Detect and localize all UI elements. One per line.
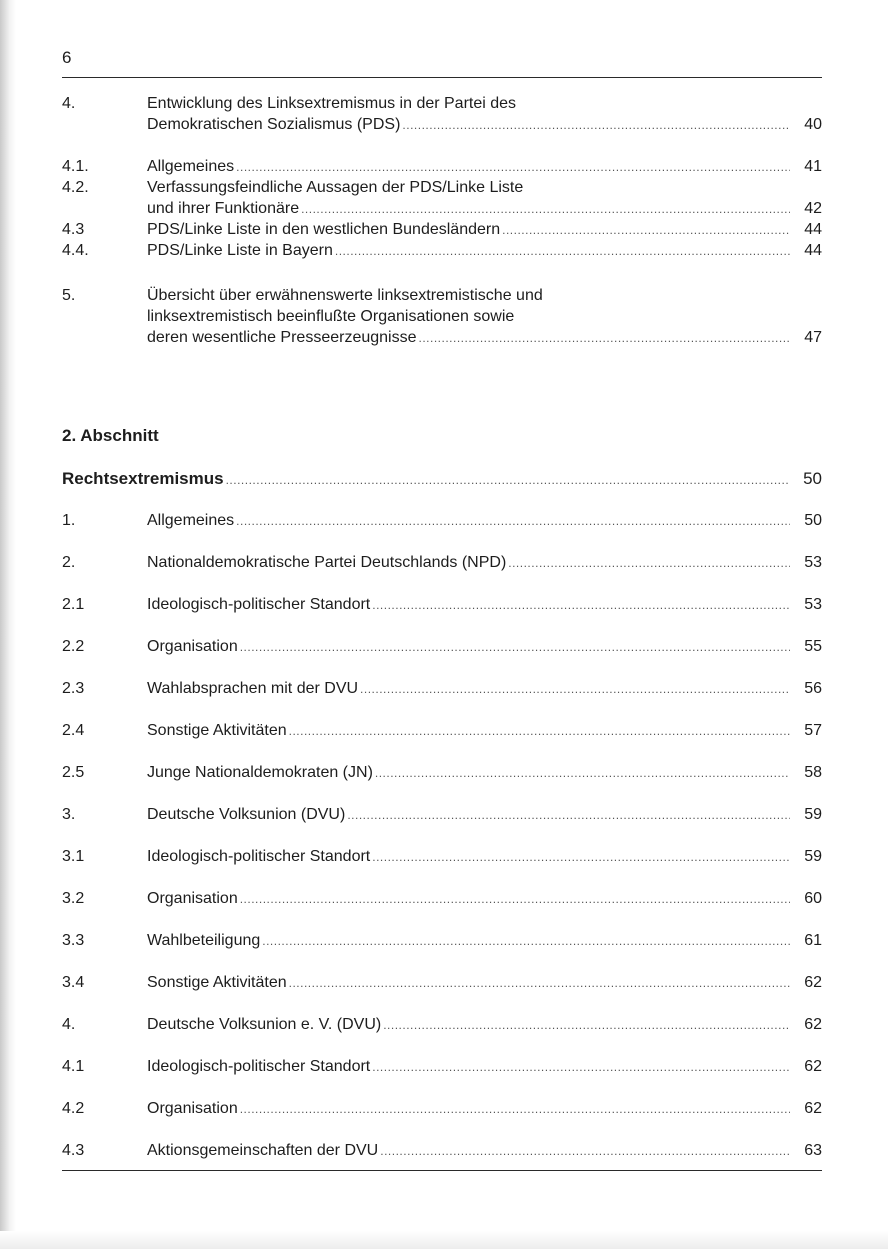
toc-entry-text-line: Demokratischen Sozialismus (PDS) [147,116,401,133]
section-heading: 2. Abschnitt [62,426,159,445]
dot-leader [380,1141,790,1162]
toc-entry-number: 4.4. [62,242,89,259]
toc-entry-number: 2.3 [62,680,85,697]
dot-leader [240,889,790,910]
toc-entry-text-line: Allgemeines [147,158,235,175]
toc-entry-text-line: Junge Nationaldemokraten (JN) [147,764,373,781]
toc-entry-text-line: linksextremistisch beeinflußte Organisationen sowie [147,308,515,325]
dot-leader [372,847,790,868]
toc-entry-page: 61 [804,932,822,949]
dot-leader [240,1099,790,1120]
dot-leader [372,1057,790,1078]
toc-entry-page: 63 [804,1142,822,1159]
toc-entry-page: 56 [804,680,822,697]
toc-entry-page: 44 [804,221,822,238]
toc-entry-text-line: PDS/Linke Liste in Bayern [147,242,333,259]
toc-entry-text-line: deren wesentliche Presseerzeugnisse [147,329,417,346]
toc-entry-number: 4.1 [62,1058,85,1075]
toc-entry-number: 4.3 [62,221,85,238]
toc-entry-number: 2.1 [62,596,85,613]
toc-entry-text-line: Wahlabsprachen mit der DVU [147,680,359,697]
dot-leader [372,595,790,616]
toc-entry-text-line: Allgemeines [147,512,235,529]
toc-entry-page: 53 [804,554,822,571]
toc-entry-page: 59 [804,806,822,823]
toc-entry-text-line: Ideologisch-politischer Standort [147,848,371,865]
toc-entry-text-line: Ideologisch-politischer Standort [147,1058,371,1075]
toc-entry-number: 4.2 [62,1100,85,1117]
toc-entry-number: 4.2. [62,179,89,196]
toc-entry-number: 4. [62,1016,76,1033]
toc-entry-page: 57 [804,722,822,739]
toc-entry-number: 2.4 [62,722,85,739]
dot-leader [508,553,790,574]
toc-entry-number: 3.1 [62,848,85,865]
footer-rule [62,1170,822,1171]
toc-entry-text-line: Verfassungsfeindliche Aussagen der PDS/Linke Liste [147,179,524,196]
toc-entry-text-line: Ideologisch-politischer Standort [147,596,371,613]
toc-entry-number: 5. [62,287,76,304]
toc-section-title-text: Rechtsextremismus [62,469,224,488]
dot-leader [262,931,790,952]
dot-leader [418,328,790,349]
dot-leader [236,157,790,178]
dot-leader [383,1015,790,1036]
toc-entry-text-line: Sonstige Aktivitäten [147,974,287,991]
toc-entry-page: 62 [804,1016,822,1033]
toc-entry-page: 62 [804,974,822,991]
toc-entry-text-line: Organisation [147,638,238,655]
toc-entry-page: 53 [804,596,822,613]
toc-entry-page: 62 [804,1100,822,1117]
dot-leader [236,511,790,532]
toc-entry-text-line: Wahlbeteiligung [147,932,261,949]
toc-entry-text-line: Übersicht über erwähnenswerte linksextremistische und [147,287,543,304]
toc-entry-page: 58 [804,764,822,781]
toc-entry-text-line: Aktionsgemeinschaften der DVU [147,1142,379,1159]
toc-entry-text-line: Deutsche Volksunion e. V. (DVU) [147,1016,382,1033]
toc-entry-page: 55 [804,638,822,655]
toc-entry-number: 2.5 [62,764,85,781]
toc-entry-text-line: Organisation [147,1100,238,1117]
dot-leader [375,763,790,784]
toc-entry-text-line: PDS/Linke Liste in den westlichen Bundesländern [147,221,501,238]
toc-entry-text-line: Organisation [147,890,238,907]
dot-leader [301,199,790,220]
dot-leader [240,637,790,658]
dot-leader [347,805,790,826]
toc-entry-number: 4.1. [62,158,89,175]
toc-entry-text-line: Deutsche Volksunion (DVU) [147,806,346,823]
toc-entry-page: 40 [804,116,822,133]
toc-section-title-page: 50 [803,469,822,488]
dot-leader [335,241,790,262]
scan-left-edge-shadow [0,0,16,1249]
toc-entry-text-line: Sonstige Aktivitäten [147,722,287,739]
toc-entry-number: 3. [62,806,76,823]
toc-entry-page: 62 [804,1058,822,1075]
toc-entry-page: 41 [804,158,822,175]
toc-entry-page: 47 [804,329,822,346]
dot-leader [402,115,790,136]
toc-entry-number: 4.3 [62,1142,85,1159]
dot-leader [502,220,790,241]
dot-leader [289,721,790,742]
toc-entry-page: 59 [804,848,822,865]
dot-leader [226,469,790,491]
dot-leader [289,973,790,994]
toc-entry-page: 42 [804,200,822,217]
scan-bottom-edge-shadow [0,1231,888,1249]
toc-entry-number: 2. [62,554,76,571]
toc-section-title[interactable] [62,468,822,491]
toc-entry-number: 2.2 [62,638,85,655]
dot-leader [360,679,790,700]
toc-entry-page: 60 [804,890,822,907]
toc-entry-number: 1. [62,512,76,529]
toc-entry-number: 4. [62,95,76,112]
header-rule [62,77,822,78]
toc-entry-number: 3.4 [62,974,85,991]
toc-entry-page: 50 [804,512,822,529]
toc-entry-text-line: Nationaldemokratische Partei Deutschlands (NPD) [147,554,507,571]
toc-entry-page: 44 [804,242,822,259]
toc-entry-text-line: Entwicklung des Linksextremismus in der Partei des [147,95,517,112]
toc-entry-number: 3.2 [62,890,85,907]
toc-entry-number: 3.3 [62,932,85,949]
toc-entry-text-line: und ihrer Funktionäre [147,200,300,217]
page-number: 6 [62,48,72,67]
